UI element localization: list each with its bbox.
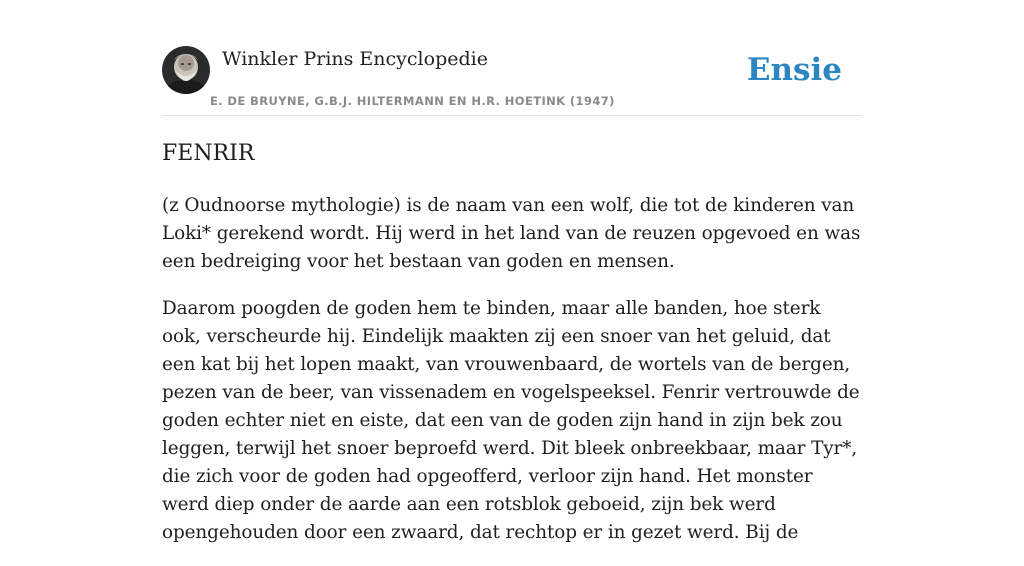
portrait-photo-icon (162, 46, 210, 94)
author-avatar[interactable] (162, 46, 210, 94)
article-paragraph: (z Oudnoorse mythologie) is de naam van een wolf, die tot de kinderen van Loki* gerekend wordt. Hij werd in het land van de reuzen opgevoed en was een bedreiging voor het bestaan van goden en mensen. (162, 195, 861, 272)
authors-line: E. DE BRUYNE, G.B.J. HILTERMANN EN H.R. HOETINK (1947) (210, 94, 615, 108)
site-title[interactable]: Winkler Prins Encyclopedie (222, 48, 488, 70)
article-body (162, 192, 862, 566)
site-header (162, 46, 862, 116)
article-paragraph: Daarom poogden de goden hem te binden, maar alle banden, hoe sterk ook, verscheurde hij. Eindelijk maakten zij een snoer van het geluid, dat een kat bij het lopen maakt, van vrouwenbaard, de wortels van de bergen, pezen van de beer, van vissenadem en vogelspeeksel. Fenrir vertrouwde de goden echter niet en eiste, dat een van de goden zijn hand in zijn bek zou leggen, terwijl het snoer beproefd werd. Dit bleek onbreekbaar, maar Tyr*, die zich voor de goden had opgeofferd, verloor zijn hand. Het monster werd diep onder de aarde aan een rotsblok geboeid, zijn bek werd opengehouden door een zwaard, dat rechtop er in gezet werd. Bij de (162, 298, 860, 543)
entry-title: FENRIR (162, 141, 255, 166)
ensie-logo[interactable]: Ensie (746, 52, 842, 88)
